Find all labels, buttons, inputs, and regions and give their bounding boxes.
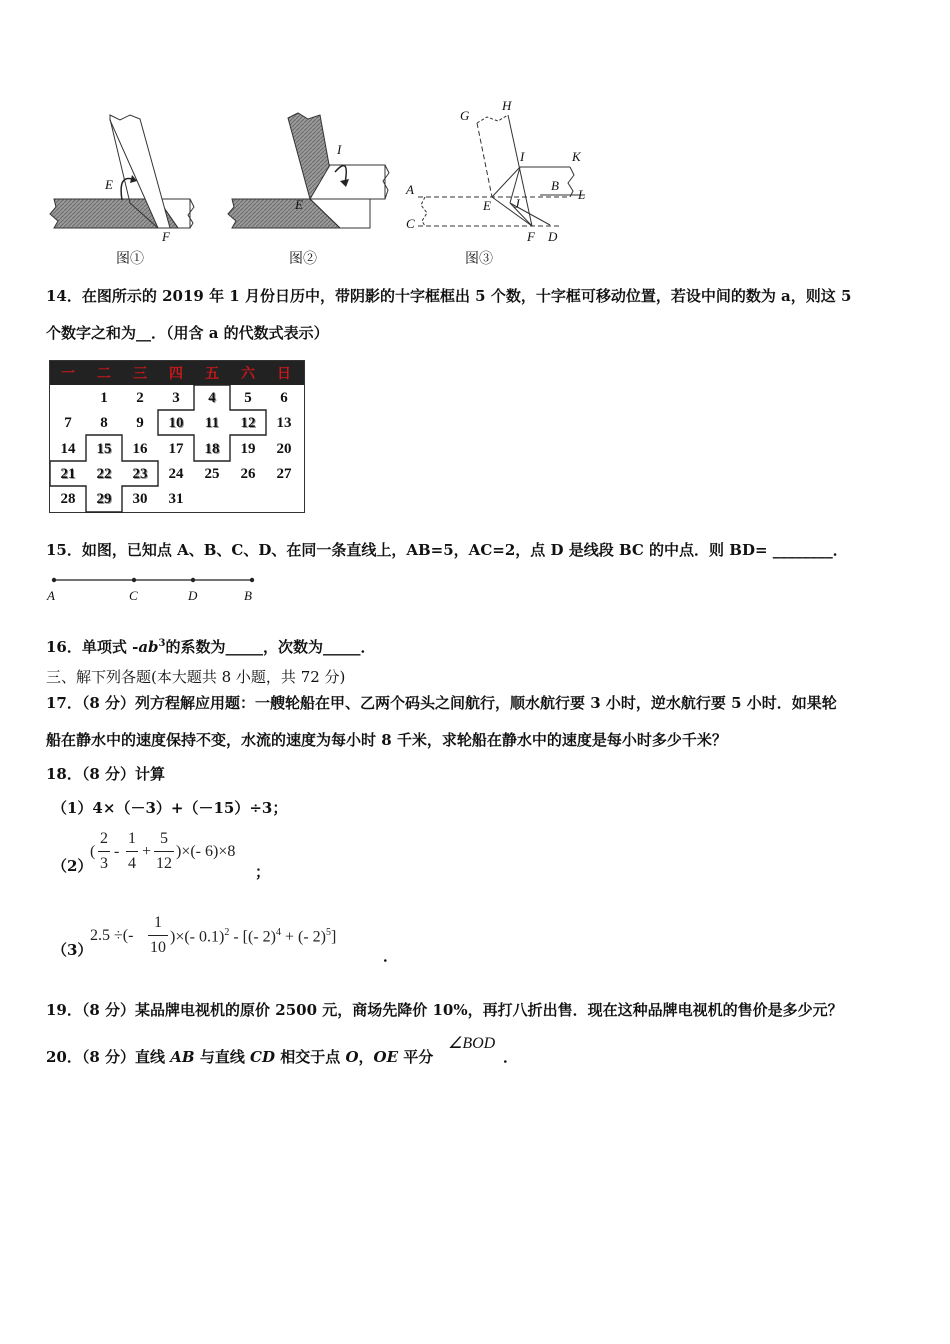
- calendar-day: 20: [276, 441, 292, 457]
- calendar-weekday: 二: [97, 366, 111, 382]
- fig3-label-f: F: [527, 229, 535, 244]
- fig3-label-l: L: [578, 187, 586, 202]
- fig3-label-a: A: [406, 182, 414, 197]
- calendar-day: 6: [280, 390, 288, 406]
- calendar-day: 7: [64, 415, 72, 431]
- calendar-day: 19: [240, 441, 256, 457]
- calendar-day: 2: [136, 390, 144, 406]
- calendar-day: 15: [96, 441, 112, 457]
- fig3-label-b: B: [551, 178, 559, 193]
- q19-text: 19．（8 分）某品牌电视机的原价 2500 元，商场先降价 10%，再打八折出售．现在这种品牌电视机的售价是多少元？: [46, 1001, 843, 1019]
- calendar-day: 8: [100, 415, 108, 431]
- q15-point-c: C: [129, 588, 138, 603]
- q16-exponent: 3: [158, 638, 166, 649]
- figure-1-caption: 图①: [116, 251, 144, 267]
- calendar-weekday: 一: [61, 366, 75, 382]
- calendar-day: 27: [276, 466, 292, 482]
- calendar-day: 23: [132, 466, 148, 482]
- fig3-label-j: J: [514, 196, 520, 211]
- figure-2: [228, 113, 389, 228]
- folding-figures: [40, 95, 600, 270]
- calendar-day: 24: [168, 466, 184, 482]
- calendar-day: 11: [204, 415, 220, 431]
- calendar-day: 29: [96, 491, 112, 507]
- q16-text: [46, 634, 376, 657]
- q17-line-2: 船在静水中的速度保持不变，水流的速度为每小时 8 千米，求轮船在静水中的速度是每小时多少千米？: [46, 731, 727, 749]
- fig3-label-e: E: [483, 198, 491, 213]
- q15-point-b: B: [244, 588, 252, 603]
- figure-1: [50, 115, 194, 228]
- fig3-label-i: I: [520, 149, 525, 164]
- q15-point-a: A: [47, 588, 55, 603]
- calendar-day: 4: [208, 390, 216, 406]
- calendar-day: 13: [276, 415, 292, 431]
- q18-part-3-label: （3）: [52, 941, 93, 959]
- fig1-label-e: E: [105, 177, 113, 192]
- calendar-day: 3: [172, 390, 180, 406]
- figure-3: [418, 115, 585, 226]
- q15-number-line: [46, 574, 261, 588]
- calendar-day: 9: [136, 415, 144, 431]
- q18-part-3-end: ．: [383, 947, 399, 965]
- q18-part-2-label: （2）: [52, 857, 93, 875]
- q15-text: 15．如图，已知点 A、B、C、D、在同一条直线上，AB=5，AC=2，点 D 是线段 BC 的中点．则 BD= ________．: [46, 541, 848, 559]
- fig3-label-k: K: [572, 149, 581, 164]
- q18-part-2-end: ；: [255, 863, 271, 881]
- calendar-weekday: 四: [169, 366, 183, 382]
- calendar-weekday: 三: [133, 366, 147, 382]
- fig3-label-d: D: [548, 229, 558, 244]
- section-3-title: 三、解下列各题(本大题共 8 小题，共 72 分): [46, 668, 346, 686]
- calendar-day: 1: [100, 390, 108, 406]
- fig3-label-c: C: [406, 216, 415, 231]
- calendar-weekday: 五: [205, 366, 219, 382]
- calendar-weekday: 六: [241, 366, 255, 382]
- fig2-label-i: I: [337, 142, 342, 157]
- calendar-day: 10: [168, 415, 184, 431]
- calendar-day: 26: [240, 466, 256, 482]
- q18-part-1: （1）4×（－3）+（－15）÷3；: [52, 799, 288, 817]
- q16-prefix: 16．单项式 -: [46, 638, 139, 656]
- q15-point-d: D: [188, 588, 198, 603]
- q14-line-2: 个数字之和为__．（用含 a 的代数式表示）: [46, 324, 329, 342]
- calendar-day: 31: [168, 491, 184, 507]
- q20-text: 20．（8 分）直线 AB 与直线 CD 相交于点 O，OE 平分: [46, 1048, 434, 1066]
- calendar-january-2019: [49, 360, 305, 513]
- q18-title: 18．（8 分）计算: [46, 765, 166, 783]
- q20-angle: ∠BOD: [448, 1035, 496, 1052]
- calendar-day: 18: [204, 441, 220, 457]
- q17-line-1: 17．（8 分）列方程解应用题：一艘轮船在甲、乙两个码头之间航行，顺水航行要 3 小时，逆水航行要 5 小时．如果轮: [46, 694, 837, 712]
- calendar-day: 12: [240, 415, 256, 431]
- calendar-day: 28: [60, 491, 76, 507]
- calendar-day: 17: [168, 441, 184, 457]
- fig3-label-g: G: [460, 108, 470, 123]
- calendar-day: 30: [132, 491, 148, 507]
- figure-3-caption: 图③: [465, 251, 493, 267]
- q16-suffix: 的系数为_____，次数为_____．: [165, 638, 376, 656]
- fig3-label-h: H: [502, 98, 512, 113]
- q16-monomial: ab: [138, 638, 159, 656]
- fig1-label-f: F: [162, 229, 170, 244]
- figure-2-caption: 图②: [289, 251, 317, 267]
- calendar-day: 14: [60, 441, 76, 457]
- calendar-header: [50, 361, 304, 385]
- calendar-weekday: 日: [277, 366, 291, 382]
- calendar-day: 21: [60, 466, 76, 482]
- q14-line-1: 14．在图所示的 2019 年 1 月份日历中，带阴影的十字框框出 5 个数，十字框可移动位置，若设中间的数为 a，则这 5: [46, 287, 852, 305]
- calendar-day: 25: [204, 466, 220, 482]
- calendar-day: 5: [244, 390, 252, 406]
- fig2-label-e: E: [295, 197, 303, 212]
- q20-end: ．: [503, 1048, 519, 1066]
- calendar-day: 16: [132, 441, 148, 457]
- calendar-day: 22: [96, 466, 112, 482]
